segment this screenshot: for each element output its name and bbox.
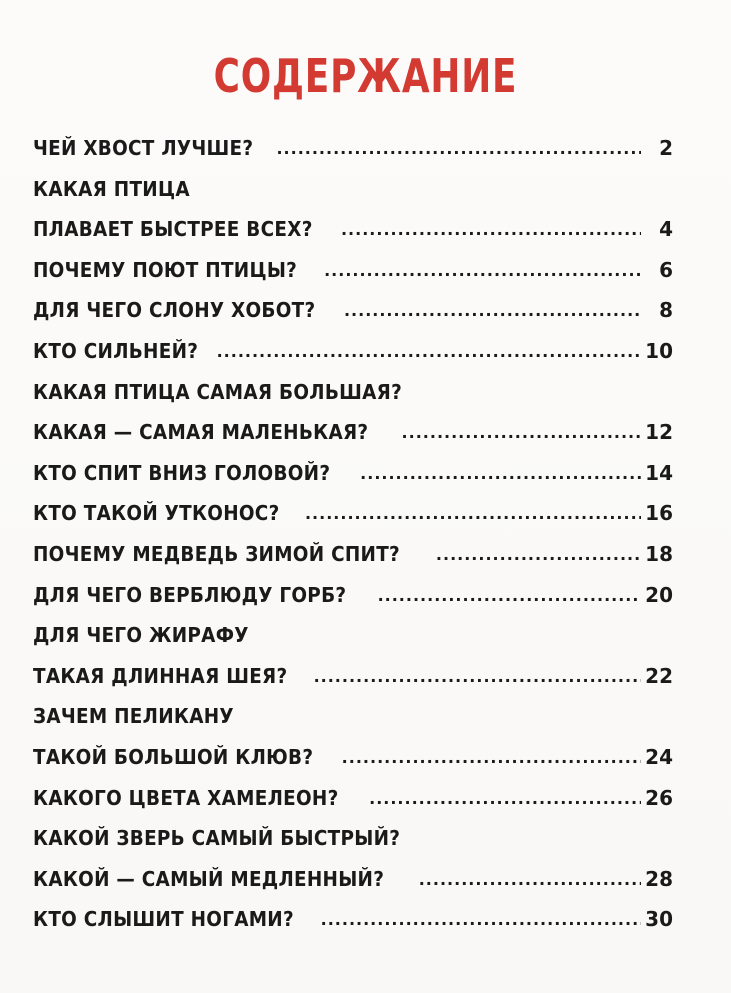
toc-page-number: 14 <box>645 460 673 485</box>
toc-entry-title <box>33 136 272 160</box>
toc-entry-title <box>33 704 251 728</box>
toc-entry-title-text: ТАКАЯ ДЛИННАЯ ШЕЯ? <box>33 663 288 688</box>
toc-entry-title-text: ДЛЯ ЧЕГО СЛОНУ ХОБОТ? <box>33 298 316 323</box>
toc-entry <box>33 534 673 566</box>
toc-entry-title-text: КАКАЯ — САМАЯ МАЛЕНЬКАЯ? <box>33 420 369 445</box>
toc-page-number: 24 <box>645 745 673 769</box>
toc-entry-title <box>33 826 432 850</box>
toc-entry-title <box>33 298 340 322</box>
toc-entry <box>33 290 673 322</box>
toc-entry <box>33 737 673 769</box>
toc-entry-title-text: ЗАЧЕМ ПЕЛИКАНУ <box>33 704 234 729</box>
toc-page-number: 2 <box>659 136 673 160</box>
toc-entry-title <box>33 461 356 485</box>
toc-entry <box>33 209 673 241</box>
toc-entry-title <box>33 501 301 525</box>
toc-entry-title <box>33 177 203 201</box>
toc-leader-dots <box>436 544 641 566</box>
toc-entry <box>33 656 673 688</box>
toc-page-number: 22 <box>645 663 673 688</box>
toc-entry-title <box>33 907 317 931</box>
toc-entry-title <box>33 217 337 241</box>
toc-entry <box>33 493 673 525</box>
page-title: СОДЕРЖАНИЕ <box>213 49 518 103</box>
toc-page-number: 26 <box>645 785 673 810</box>
toc-entry-title-text: ДЛЯ ЧЕГО ЖИРАФУ <box>33 623 249 648</box>
toc-page-number: 12 <box>645 420 673 445</box>
toc-leader-dots <box>342 747 641 769</box>
toc-entry <box>33 128 673 160</box>
toc-entry <box>33 696 673 728</box>
toc-leader-dots <box>217 341 641 363</box>
toc-leader-dots <box>314 666 641 688</box>
toc-page-number: 18 <box>645 542 673 566</box>
toc-page-number: 8 <box>659 298 673 323</box>
toc-entry-title <box>33 867 415 891</box>
toc-entry-title-text: ПЛАВАЕТ БЫСТРЕЕ ВСЕХ? <box>33 217 313 242</box>
toc-entry-title-text: КАКОГО ЦВЕТА ХАМЕЛЕОН? <box>33 785 339 810</box>
toc-entry <box>33 412 673 444</box>
toc-page-number: 4 <box>659 217 673 242</box>
toc-entry <box>33 372 673 404</box>
toc-entry-title <box>33 542 432 566</box>
toc-entry <box>33 899 673 931</box>
toc-entry-title <box>33 623 267 647</box>
toc-entry-title-text: ЧЕЙ ХВОСТ ЛУЧШЕ? <box>33 136 254 160</box>
toc-entry <box>33 331 673 363</box>
toc-entry <box>33 859 673 891</box>
toc-entry-title <box>33 380 434 404</box>
toc-leader-dots <box>276 138 641 160</box>
toc-entry <box>33 250 673 282</box>
toc-leader-dots <box>321 909 641 931</box>
toc-leader-dots <box>419 869 641 891</box>
toc-page-number: 6 <box>659 257 673 282</box>
toc-entry-title-text: ПОЧЕМУ МЕДВЕДЬ ЗИМОЙ СПИТ? <box>33 542 400 566</box>
toc-leader-dots <box>305 503 641 525</box>
toc-entry-title-text: ТАКОЙ БОЛЬШОЙ КЛЮВ? <box>33 745 314 769</box>
toc-entry <box>33 778 673 810</box>
toc-entry-title-text: КАКОЙ ЗВЕРЬ САМЫЙ БЫСТРЫЙ? <box>33 826 401 851</box>
toc-entry-title <box>33 420 398 444</box>
toc-page-number: 16 <box>645 501 673 526</box>
toc-entry <box>33 818 673 850</box>
toc-leader-dots <box>378 585 641 607</box>
toc-entry-title-text: КТО ТАКОЙ УТКОНОС? <box>33 501 280 526</box>
toc-page-number: 30 <box>645 907 673 932</box>
toc-entry-title-text: ДЛЯ ЧЕГО ВЕРБЛЮДУ ГОРБ? <box>33 582 347 607</box>
toc-leader-dots <box>369 788 641 810</box>
toc-page-number: 10 <box>645 339 673 363</box>
toc-entry <box>33 453 673 485</box>
toc-page-number: 28 <box>645 866 673 891</box>
toc-page-number: 20 <box>645 582 673 607</box>
toc-entry <box>33 615 673 647</box>
toc-entry-title-text: КАКАЯ ПТИЦА <box>33 176 190 201</box>
toc-leader-dots <box>341 219 641 241</box>
toc-entry-title <box>33 745 338 769</box>
toc-entry-title-text: КАКОЙ — САМЫЙ МЕДЛЕННЫЙ? <box>33 866 385 891</box>
toc-leader-dots <box>344 300 641 322</box>
toc-entry <box>33 575 673 607</box>
toc-entry <box>33 169 673 201</box>
toc-entry-title-text: КТО СЛЫШИТ НОГАМИ? <box>33 907 294 932</box>
toc-entry-title-text: КТО СПИТ ВНИЗ ГОЛОВОЙ? <box>33 460 331 485</box>
toc-entry-title <box>33 258 320 282</box>
toc-entry-title <box>33 664 310 688</box>
toc-leader-dots <box>402 422 641 444</box>
toc-leader-dots <box>360 463 641 485</box>
toc-leader-dots <box>324 260 641 282</box>
toc-entry-title <box>33 786 365 810</box>
toc-entry-title-text: КТО СИЛЬНЕЙ? <box>33 339 199 363</box>
toc-entry-title-text: КАКАЯ ПТИЦА САМАЯ БОЛЬШАЯ? <box>33 379 403 404</box>
toc-entry-title-text: ПОЧЕМУ ПОЮТ ПТИЦЫ? <box>33 257 298 282</box>
toc-entry-title <box>33 339 213 363</box>
toc-entry-title <box>33 583 374 607</box>
